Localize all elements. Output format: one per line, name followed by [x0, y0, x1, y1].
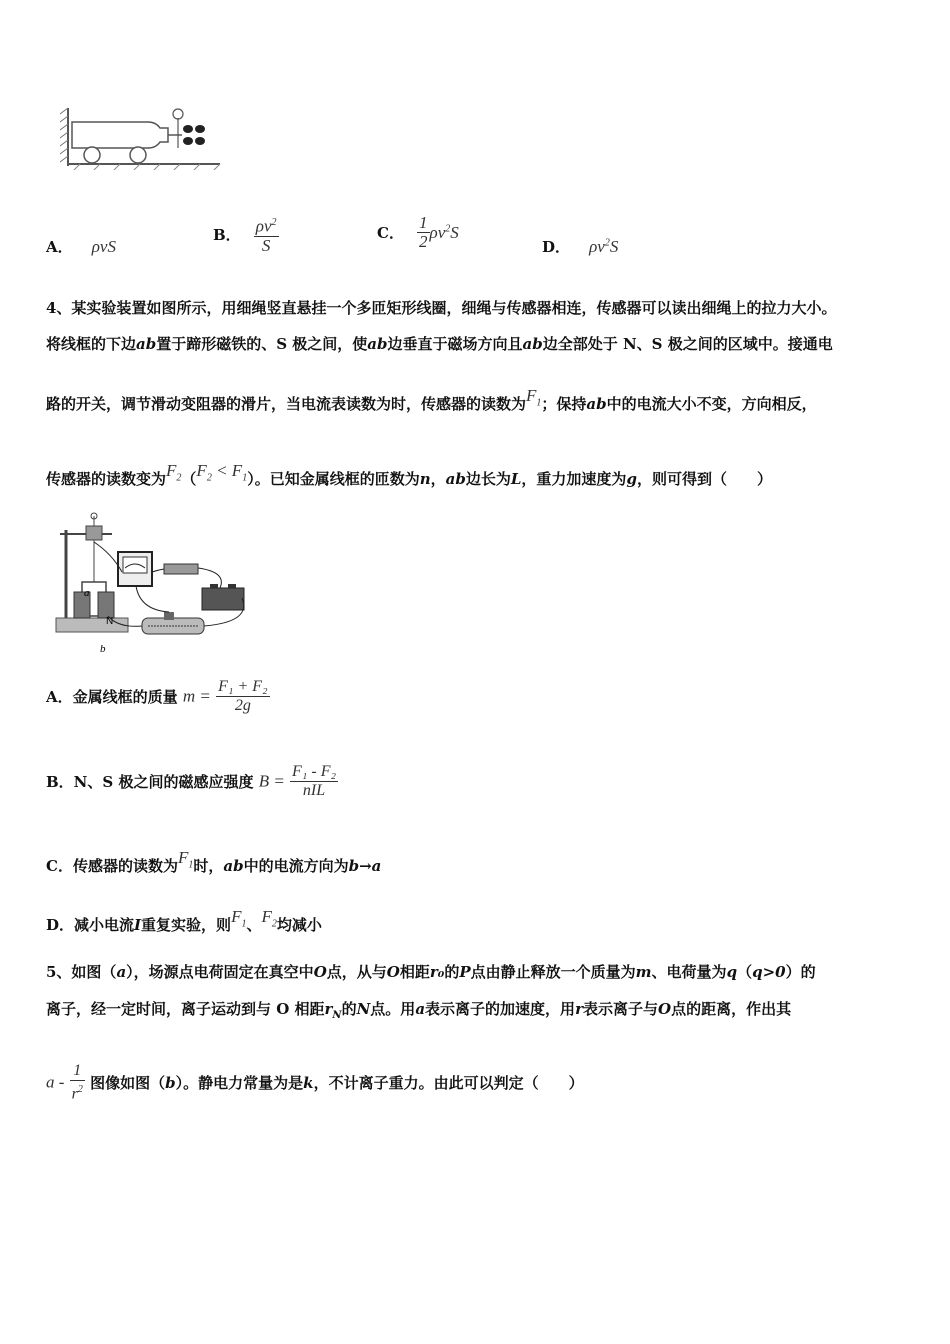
q4-option-b: B．N、S 极之间的磁感应强度 B = $\frac{\text{F₁ - F₂}}{\text{nIL}}$ — [46, 763, 337, 799]
q3-option-b: B． $\frac{\rho v^2}{S}$ — [213, 214, 279, 255]
q4-option-d: D．减小电流I重复实验，则$F_1$、$F_2$均减小 — [46, 907, 322, 934]
cart-figure — [60, 104, 230, 170]
q3-option-c: C． $\frac{1}{2}$ $\rho v^2S$ — [377, 213, 459, 251]
q5-line2: 离子，经一定时间，离子运动到与 O 相距$r_N$的N点。用a表示离子的加速度，用r表示离子与O点的距离，作出其 — [46, 1000, 792, 1021]
q3-option-a: A． ρvS — [46, 237, 116, 256]
fraction: $\frac{\text{F₁ + F₂}}{2g}$ — [218, 678, 268, 714]
q4-option-a: A．金属线框的质量 m = $\frac{\text{F₁ + F₂}}{2g}$ — [46, 678, 268, 714]
fraction: $\frac{\text{F₁ - F₂}}{\text{nIL}}$ — [292, 763, 337, 799]
q4-option-c: C．传感器的读数为$F_1$时，ab中的电流方向为b→a — [46, 848, 382, 875]
q4-line1: 4、某实验装置如图所示，用细绳竖直悬挂一个多匝矩形线圈，细绳与传感器相连，传感器可以读出细绳上的拉力大小。 — [46, 299, 837, 317]
q4-line3: 路的开关，调节滑动变阻器的滑片，当电流表读数为时，传感器的读数为$F_1$；保持ab中的电流大小不变，方向相反， — [46, 386, 817, 413]
q3-option-d: D． $\rho v^2S$ — [542, 237, 619, 256]
q5-line1: 5、如图（a），场源点电荷固定在真空中O点，从与O相距r₀的P点由静止释放一个质量为m、电荷量为q（q>0）的 — [46, 963, 816, 981]
label-b: b — [100, 643, 106, 654]
q4-line2: 将线框的下边ab置于蹄形磁铁的、S 极之间，使ab边垂直于磁场方向且ab边全部处于 N、S 极之间的区域中。接通电 — [46, 335, 833, 353]
fraction: $\frac{1}{2}$ — [419, 213, 428, 251]
label-a: a — [84, 587, 90, 599]
fraction: $\frac{\rho v^2}{S}$ — [254, 214, 279, 255]
fraction: $\frac{1}{r^2}$ — [71, 1062, 83, 1103]
label-n: N — [106, 616, 114, 627]
apparatus-figure — [52, 512, 257, 654]
q4-line4: 传感器的读数变为$F_2(F_2 < F_1)$。已知金属线框的匝数为n，ab边长为L，重力加速度为g，则可得到（ ） — [46, 461, 772, 488]
q5-line3: a - $\frac{1}{r^2}$ 图像如图（b）。静电力常量为是k，不计离子重力。由此可以判定（ ） — [46, 1062, 584, 1103]
